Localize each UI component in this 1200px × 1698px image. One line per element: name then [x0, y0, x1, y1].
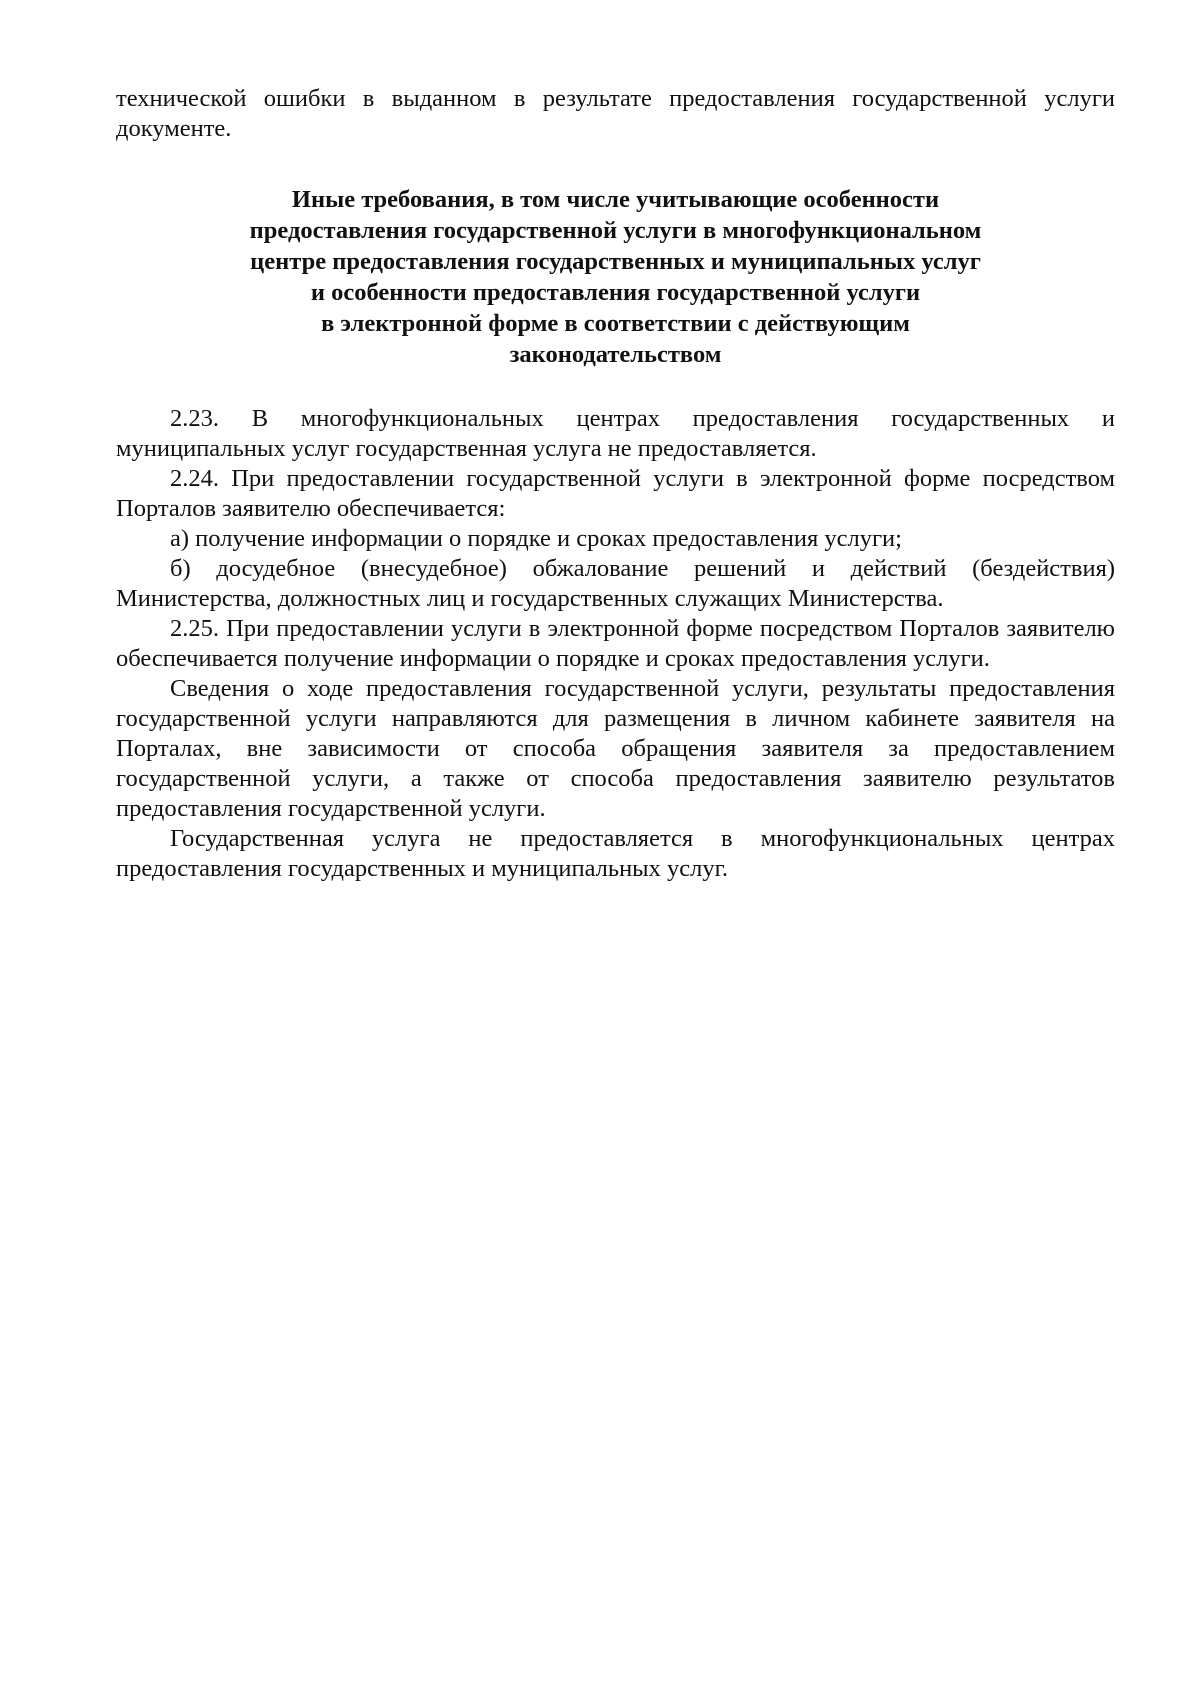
continuation-paragraph: технической ошибки в выданном в результате предоставления государственной услуги документе.: [116, 85, 1115, 142]
paragraph-2-23: 2.23. В многофункциональных центрах предоставления государственных и муниципальных услуг государственная услуга не предоставляется.: [116, 405, 1115, 462]
list-item-b: б) досудебное (внесудебное) обжалование решений и действий (бездействия) Министерства, должностных лиц и государственных служащих Министерства.: [116, 555, 1115, 612]
heading-line: законодательством: [509, 341, 722, 368]
paragraph-2-25: 2.25. При предоставлении услуги в электронной форме посредством Порталов заявителю обеспечивается получение информации о порядке и сроках предоставления услуги.: [116, 615, 1115, 672]
heading-line: Иные требования, в том числе учитывающие особенности: [291, 186, 940, 213]
heading-line: предоставления государственной услуги в многофункциональном: [249, 217, 982, 244]
heading-line: в электронной форме в соответствии с действующим: [321, 310, 910, 337]
document-page: [116, 84, 1115, 884]
paragraph-mfc-note: Государственная услуга не предоставляется в многофункциональных центрах предоставления государственных и муниципальных услуг.: [116, 825, 1115, 882]
list-item-a: а) получение информации о порядке и сроках предоставления услуги;: [170, 525, 902, 552]
heading-line: и особенности предоставления государственной услуги: [310, 279, 921, 306]
section-heading: [116, 184, 1115, 370]
paragraph-progress-info: Сведения о ходе предоставления государственной услуги, результаты предоставления государственной услуги направляются для размещения в личном кабинете заявителя на Порталах, вне зависимости от способа обращения заявителя за предоставлением государственной услуги, а также от способа предоставления заявителю результатов предоставления государственной услуги.: [116, 675, 1115, 822]
paragraph-2-24: 2.24. При предоставлении государственной услуги в электронной форме посредством Порталов заявителю обеспечивается:: [116, 465, 1115, 522]
heading-line: центре предоставления государственных и муниципальных услуг: [250, 248, 981, 275]
